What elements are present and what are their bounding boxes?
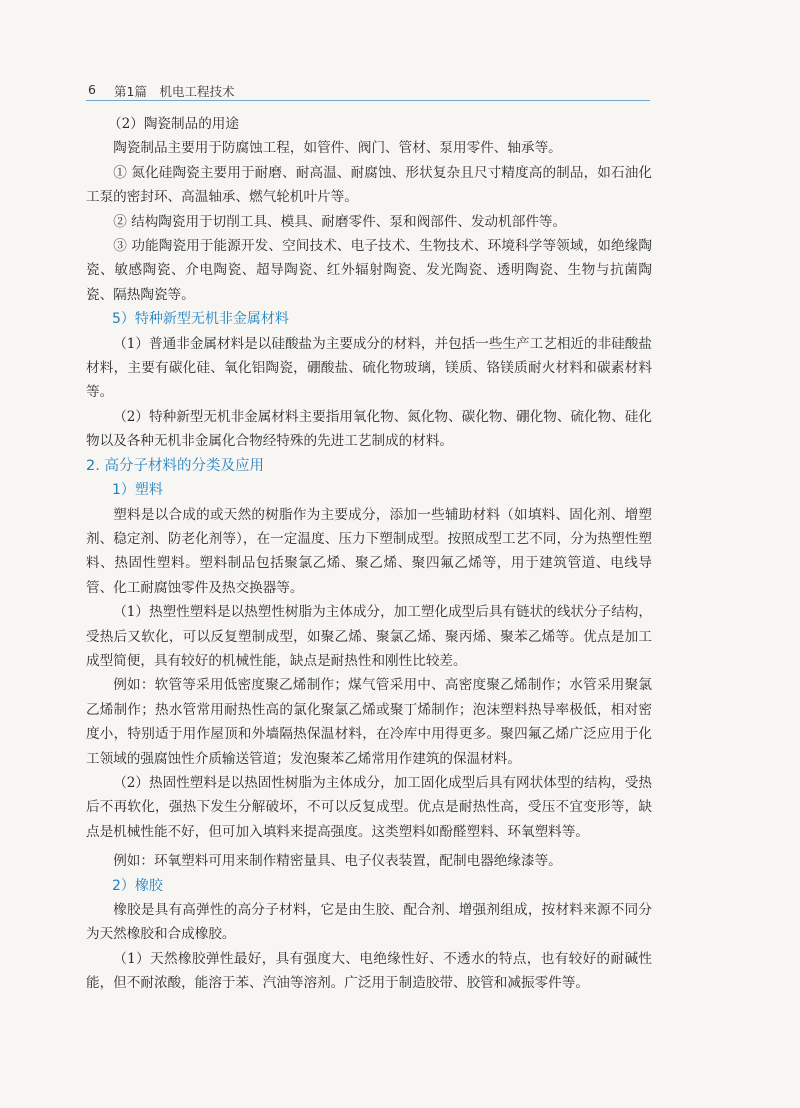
paragraph: ① 氮化硅陶瓷主要用于耐磨、耐高温、耐腐蚀、形状复杂且尺寸精度高的制品，如石油化工泵的密封环、高温轴承、燃气轮机叶片等。 xyxy=(86,164,652,206)
section-heading-polymers: 2. 高分子材料的分类及应用 xyxy=(86,457,264,474)
chapter-title: 第1篇 机电工程技术 xyxy=(114,84,235,99)
paragraph: （1）普通非金属材料是以硅酸盐为主要成分的材料，并包括一些生产工艺相近的非硅酸盐材料，主要有碳化硅、氧化铝陶瓷，硼酸盐、硫化物玻璃，镁质、铬镁质耐火材料和碳素材料等。 xyxy=(86,335,652,401)
paragraph: ③ 功能陶瓷用于能源开发、空间技术、电子技术、生物技术、环境科学等领域，如绝缘陶瓷、敏感陶瓷、介电陶瓷、超导陶瓷、红外辐射陶瓷、发光陶瓷、透明陶瓷、生物与抗菌陶瓷、隔热陶瓷等。 xyxy=(86,238,652,303)
paragraph: 例如：环氧塑料可用来制作精密量具、电子仪表装置，配制电器绝缘漆等。 xyxy=(113,853,562,870)
paragraph: （2）特种新型无机非金属材料主要指用氧化物、氮化物、碳化物、硼化物、硫化物、硅化物以及各种无机非金属化合物经特殊的先进工艺制成的材料。 xyxy=(86,408,652,450)
paragraph: （1）热塑性塑料是以热塑性树脂为主体成分，加工塑化成型后具有链状的线状分子结构，受热后又软化，可以反复塑制成型，如聚乙烯、聚氯乙烯、聚丙烯、聚苯乙烯等。优点是加工成型简便，具有较好的机械性能，缺点是耐热性和刚性比较差。 xyxy=(86,604,652,669)
paragraph: 陶瓷制品主要用于防腐蚀工程，如管件、阀门、管材、泵用零件、轴承等。 xyxy=(113,140,562,157)
ceramic-usage-heading: （2）陶瓷制品的用途 xyxy=(108,116,239,132)
section-heading-special-materials: 5）特种新型无机非金属材料 xyxy=(112,311,289,328)
paragraph: 例如：软管等采用低密度聚乙烯制作；煤气管采用中、高密度聚乙烯制作；水管采用聚氯乙烯制作；热水管常用耐热性高的氯化聚氯乙烯或聚丁烯制作；泡沫塑料热导率极低，相对密度小，特别适于用作屋顶和外墙隔热保温材料，在冷库中用得更多。聚四氟乙烯广泛应用于化工领域的强腐蚀性介质输送管道；发泡聚苯乙烯常用作建筑的保温材料。 xyxy=(86,677,652,767)
paragraph: 橡胶是具有高弹性的高分子材料，它是由生胶、配合剂、增强剂组成，按材料来源不同分为天然橡胶和合成橡胶。 xyxy=(86,902,652,943)
section-heading-rubber: 2）橡胶 xyxy=(112,877,163,894)
paragraph: 塑料是以合成的或天然的树脂作为主要成分，添加一些辅助材料（如填料、固化剂、增塑剂、稳定剂、防老化剂等），在一定温度、压力下塑制成型。按照成型工艺不同，分为热塑性塑料、热固性塑料。塑料制品包括聚氯乙烯、聚乙烯、聚四氟乙烯等，用于建筑管道、电线导管、化工耐腐蚀零件及热交换器等。 xyxy=(86,506,652,596)
body-text xyxy=(86,112,652,996)
section-heading-plastics: 1）塑料 xyxy=(112,482,163,499)
page-number: 6 xyxy=(88,82,96,97)
paragraph: ② 结构陶瓷用于切削工具、模具、耐磨零件、泵和阀部件、发动机部件等。 xyxy=(113,213,567,230)
paragraph: （1）天然橡胶弹性最好，具有强度大、电绝缘性好、不透水的特点，也有较好的耐碱性能，但不耐浓酸，能溶于苯、汽油等溶剂。广泛用于制造胶带、胶管和减振零件等。 xyxy=(86,950,652,992)
running-header xyxy=(88,80,648,102)
header-divider xyxy=(86,100,650,101)
paragraph: （2）热固性塑料是以热固性树脂为主体成分，加工固化成型后具有网状体型的结构，受热后不再软化，强热下发生分解破坏，不可以反复成型。优点是耐热性高，受压不宜变形等，缺点是机械性能不好，但可加入填料来提高强度。这类塑料如酚醛塑料、环氧塑料等。 xyxy=(86,774,652,840)
